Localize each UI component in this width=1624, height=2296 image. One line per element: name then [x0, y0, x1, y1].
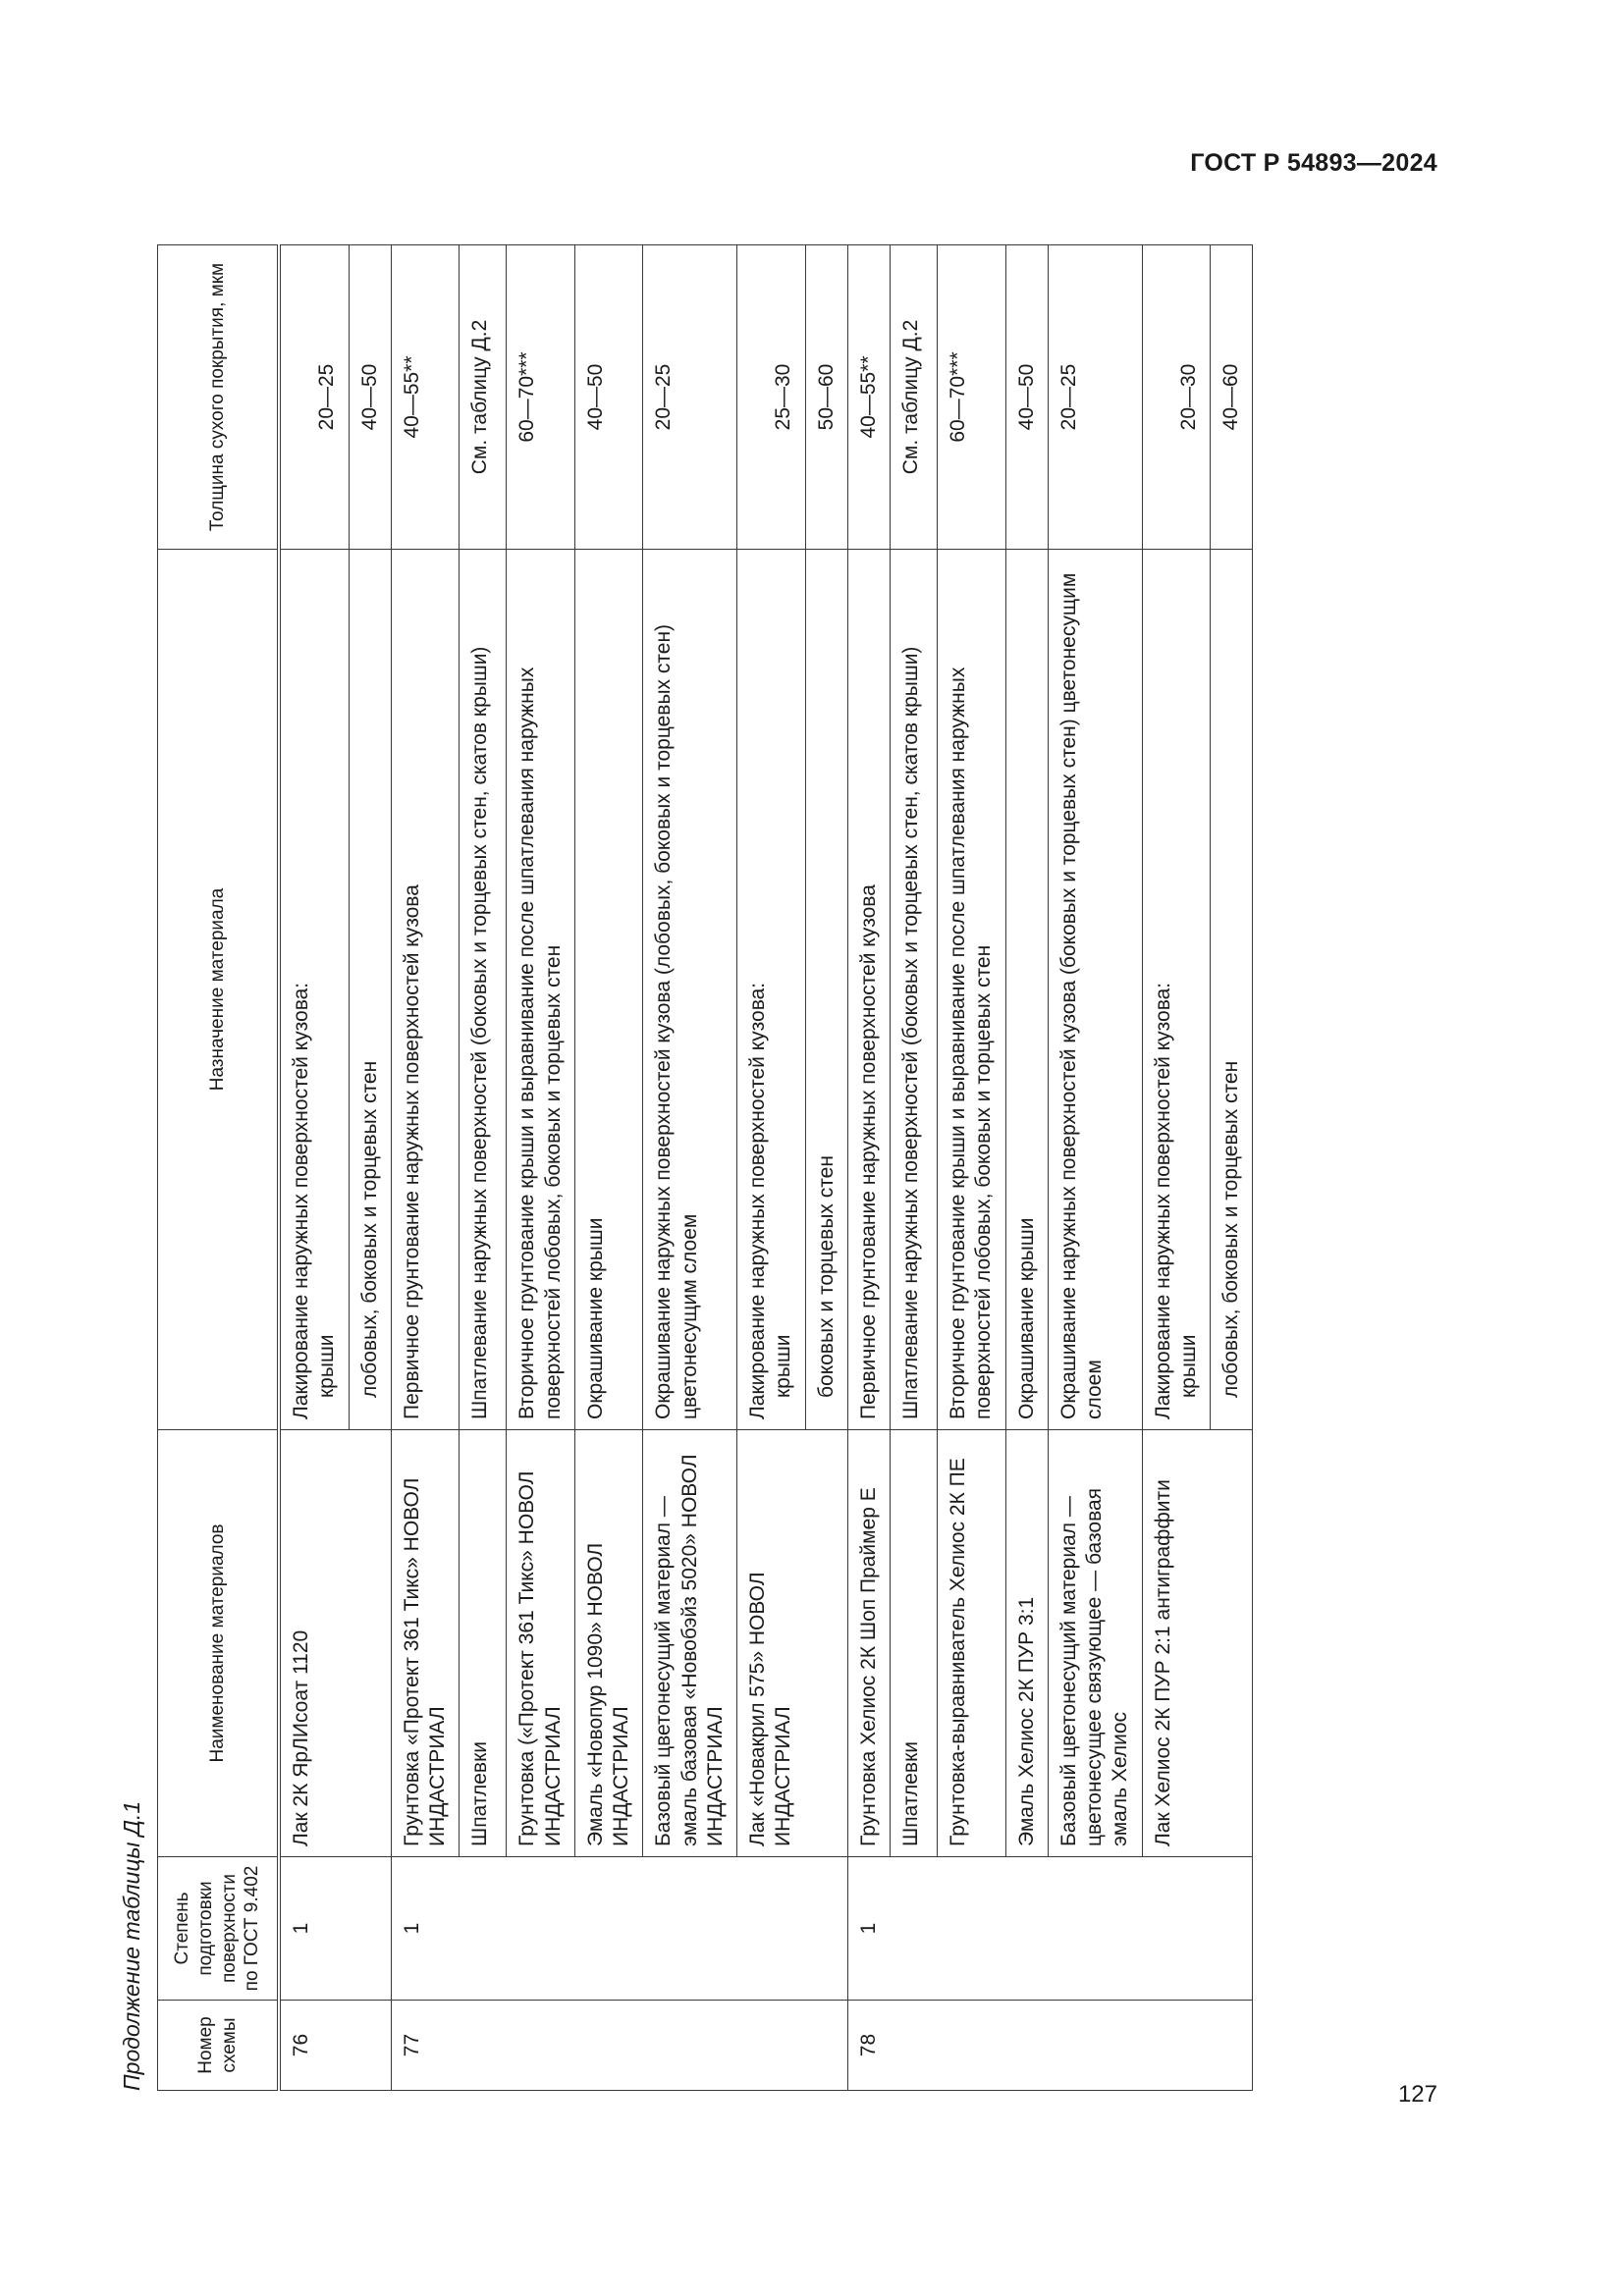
- cell-purpose: [737, 550, 806, 1430]
- table-row: [737, 245, 806, 2091]
- cell-degree: 1: [279, 1857, 391, 2001]
- cell-material: Базовый цветонесущий материал — цветонесущее связующее — базовая эмаль Хелиос: [1048, 1430, 1142, 1857]
- table-row: [460, 245, 507, 2091]
- cell-material: Грунтовка («Протект 361 Тикс» НОВОЛ ИНДАСТРИАЛ: [507, 1430, 575, 1857]
- cell-purpose: Шпатлевание наружных поверхностей (боковых и торцевых стен, скатов крыши): [460, 550, 507, 1430]
- cell-material: Грунтовка Хелиос 2К Шоп Праймер Е: [847, 1430, 890, 1857]
- cell-thickness: 20—25: [1048, 245, 1142, 550]
- cell-purpose: Вторичное грунтование крыши и выравнивание после шпатлевания наружных поверхностей лобовых, боковых и торцевых стен: [507, 550, 575, 1430]
- table-row: [391, 245, 460, 2091]
- table-row: [1048, 245, 1142, 2091]
- purpose-sub-text: крыши: [315, 1334, 339, 1398]
- cell-material: Грунтовка «Протект 361 Тикс» НОВОЛ ИНДАСТРИАЛ: [391, 1430, 460, 1857]
- cell-purpose: [349, 550, 391, 1430]
- cell-thickness: 40—50: [1005, 245, 1048, 550]
- cell-purpose: [279, 550, 349, 1430]
- table-caption: Продолжение таблицы Д.1: [119, 1800, 144, 2091]
- cell-degree: 1: [391, 1857, 847, 2001]
- cell-scheme: 77: [391, 2001, 847, 2091]
- cell-thickness: См. таблицу Д.2: [460, 245, 507, 550]
- table-row: [938, 245, 1006, 2091]
- header-material-name: Наименование материалов: [158, 1430, 280, 1857]
- cell-material: Шпатлевки: [891, 1430, 938, 1857]
- cell-thickness: 40—50: [349, 245, 391, 550]
- cell-scheme: 78: [847, 2001, 1253, 2091]
- cell-thickness: 40—55**: [847, 245, 890, 550]
- cell-material: Грунтовка-выравниватель Хелиос 2К ПЕ: [938, 1430, 1006, 1857]
- cell-material: Эмаль «Новопур 1090» НОВОЛ ИНДАСТРИАЛ: [574, 1430, 643, 1857]
- header-thickness: Толщина сухого покрытия, мкм: [158, 245, 280, 550]
- purpose-text: Лакирование наружных поверхностей кузова:: [1151, 982, 1174, 1419]
- standard-designation: ГОСТ Р 54893—2024: [1190, 149, 1437, 177]
- table-row: [847, 245, 890, 2091]
- cell-purpose: Шпатлевание наружных поверхностей (боковых и торцевых стен, скатов крыши): [891, 550, 938, 1430]
- table-header-row: [158, 245, 280, 2091]
- cell-purpose: Первичное грунтование наружных поверхностей кузова: [391, 550, 460, 1430]
- cell-purpose: [805, 550, 847, 1430]
- header-purpose: Назначение материала: [158, 550, 280, 1430]
- cell-degree: 1: [847, 1857, 1253, 2001]
- cell-thickness: 50—60: [805, 245, 847, 550]
- cell-thickness: 40—60: [1211, 245, 1253, 550]
- page-number: 127: [1397, 2081, 1437, 2108]
- cell-material: Лак Хелиос 2К ПУР 2:1 антиграффити: [1142, 1430, 1253, 1857]
- header-prep-degree: Степень подготовки поверхности по ГОСТ 9.402: [158, 1857, 280, 2001]
- cell-purpose: Вторичное грунтование крыши и выравнивание после шпатлевания наружных поверхностей лобовых, боковых и торцевых стен: [938, 550, 1006, 1430]
- table-row: [891, 245, 938, 2091]
- purpose-sub-text: лобовых, боковых и торцевых стен: [1219, 1060, 1242, 1398]
- materials-table: [157, 244, 1253, 2091]
- cell-purpose: Окрашивание крыши: [574, 550, 643, 1430]
- cell-thickness: 20—25: [643, 245, 737, 550]
- header-scheme-number: Номер схемы: [158, 2001, 280, 2091]
- cell-material: Шпатлевки: [460, 1430, 507, 1857]
- cell-material: Лак «Новакрил 575» НОВОЛ ИНДАСТРИАЛ: [737, 1430, 848, 1857]
- table-row: [279, 245, 349, 2091]
- rotated-table-area: [108, 245, 1384, 2091]
- purpose-sub-text: крыши: [772, 1334, 795, 1398]
- cell-material: Базовый цветонесущий материал — эмаль базовая «Новобэйз 5020» НОВОЛ ИНДАСТРИАЛ: [643, 1430, 737, 1857]
- table-row: [507, 245, 575, 2091]
- table-row: [1005, 245, 1048, 2091]
- cell-purpose: Окрашивание наружных поверхностей кузова (боковых и торцевых стен) цветонесущим слоем: [1048, 550, 1142, 1430]
- cell-material: Эмаль Хелиос 2К ПУР 3:1: [1005, 1430, 1048, 1857]
- cell-purpose: Окрашивание крыши: [1005, 550, 1048, 1430]
- table-row: [1142, 245, 1211, 2091]
- cell-thickness: См. таблицу Д.2: [891, 245, 938, 550]
- cell-thickness: 40—55**: [391, 245, 460, 550]
- cell-thickness: 25—30: [737, 245, 806, 550]
- cell-thickness: 60—70***: [507, 245, 575, 550]
- cell-purpose: [1142, 550, 1211, 1430]
- cell-thickness: 20—30: [1142, 245, 1211, 550]
- purpose-sub-text: лобовых, боковых и торцевых стен: [357, 1060, 381, 1398]
- cell-scheme: 76: [279, 2001, 391, 2091]
- purpose-text: Лакирование наружных поверхностей кузова:: [746, 982, 769, 1419]
- cell-thickness: 40—50: [574, 245, 643, 550]
- table-row: [574, 245, 643, 2091]
- cell-purpose: Окрашивание наружных поверхностей кузова (лобовых, боковых и торцевых стен) цветонесущим слоем: [643, 550, 737, 1430]
- table-row: [643, 245, 737, 2091]
- purpose-sub-text: крыши: [1176, 1334, 1200, 1398]
- cell-purpose: Первичное грунтование наружных поверхностей кузова: [847, 550, 890, 1430]
- purpose-sub-text: боковых и торцевых стен: [814, 1155, 838, 1398]
- cell-thickness: 60—70***: [938, 245, 1006, 550]
- purpose-text: Лакирование наружных поверхностей кузова:: [290, 982, 312, 1419]
- cell-material: Лак 2К ЯрЛИсоат 1120: [279, 1430, 391, 1857]
- cell-thickness: 20—25: [279, 245, 349, 550]
- cell-purpose: [1211, 550, 1253, 1430]
